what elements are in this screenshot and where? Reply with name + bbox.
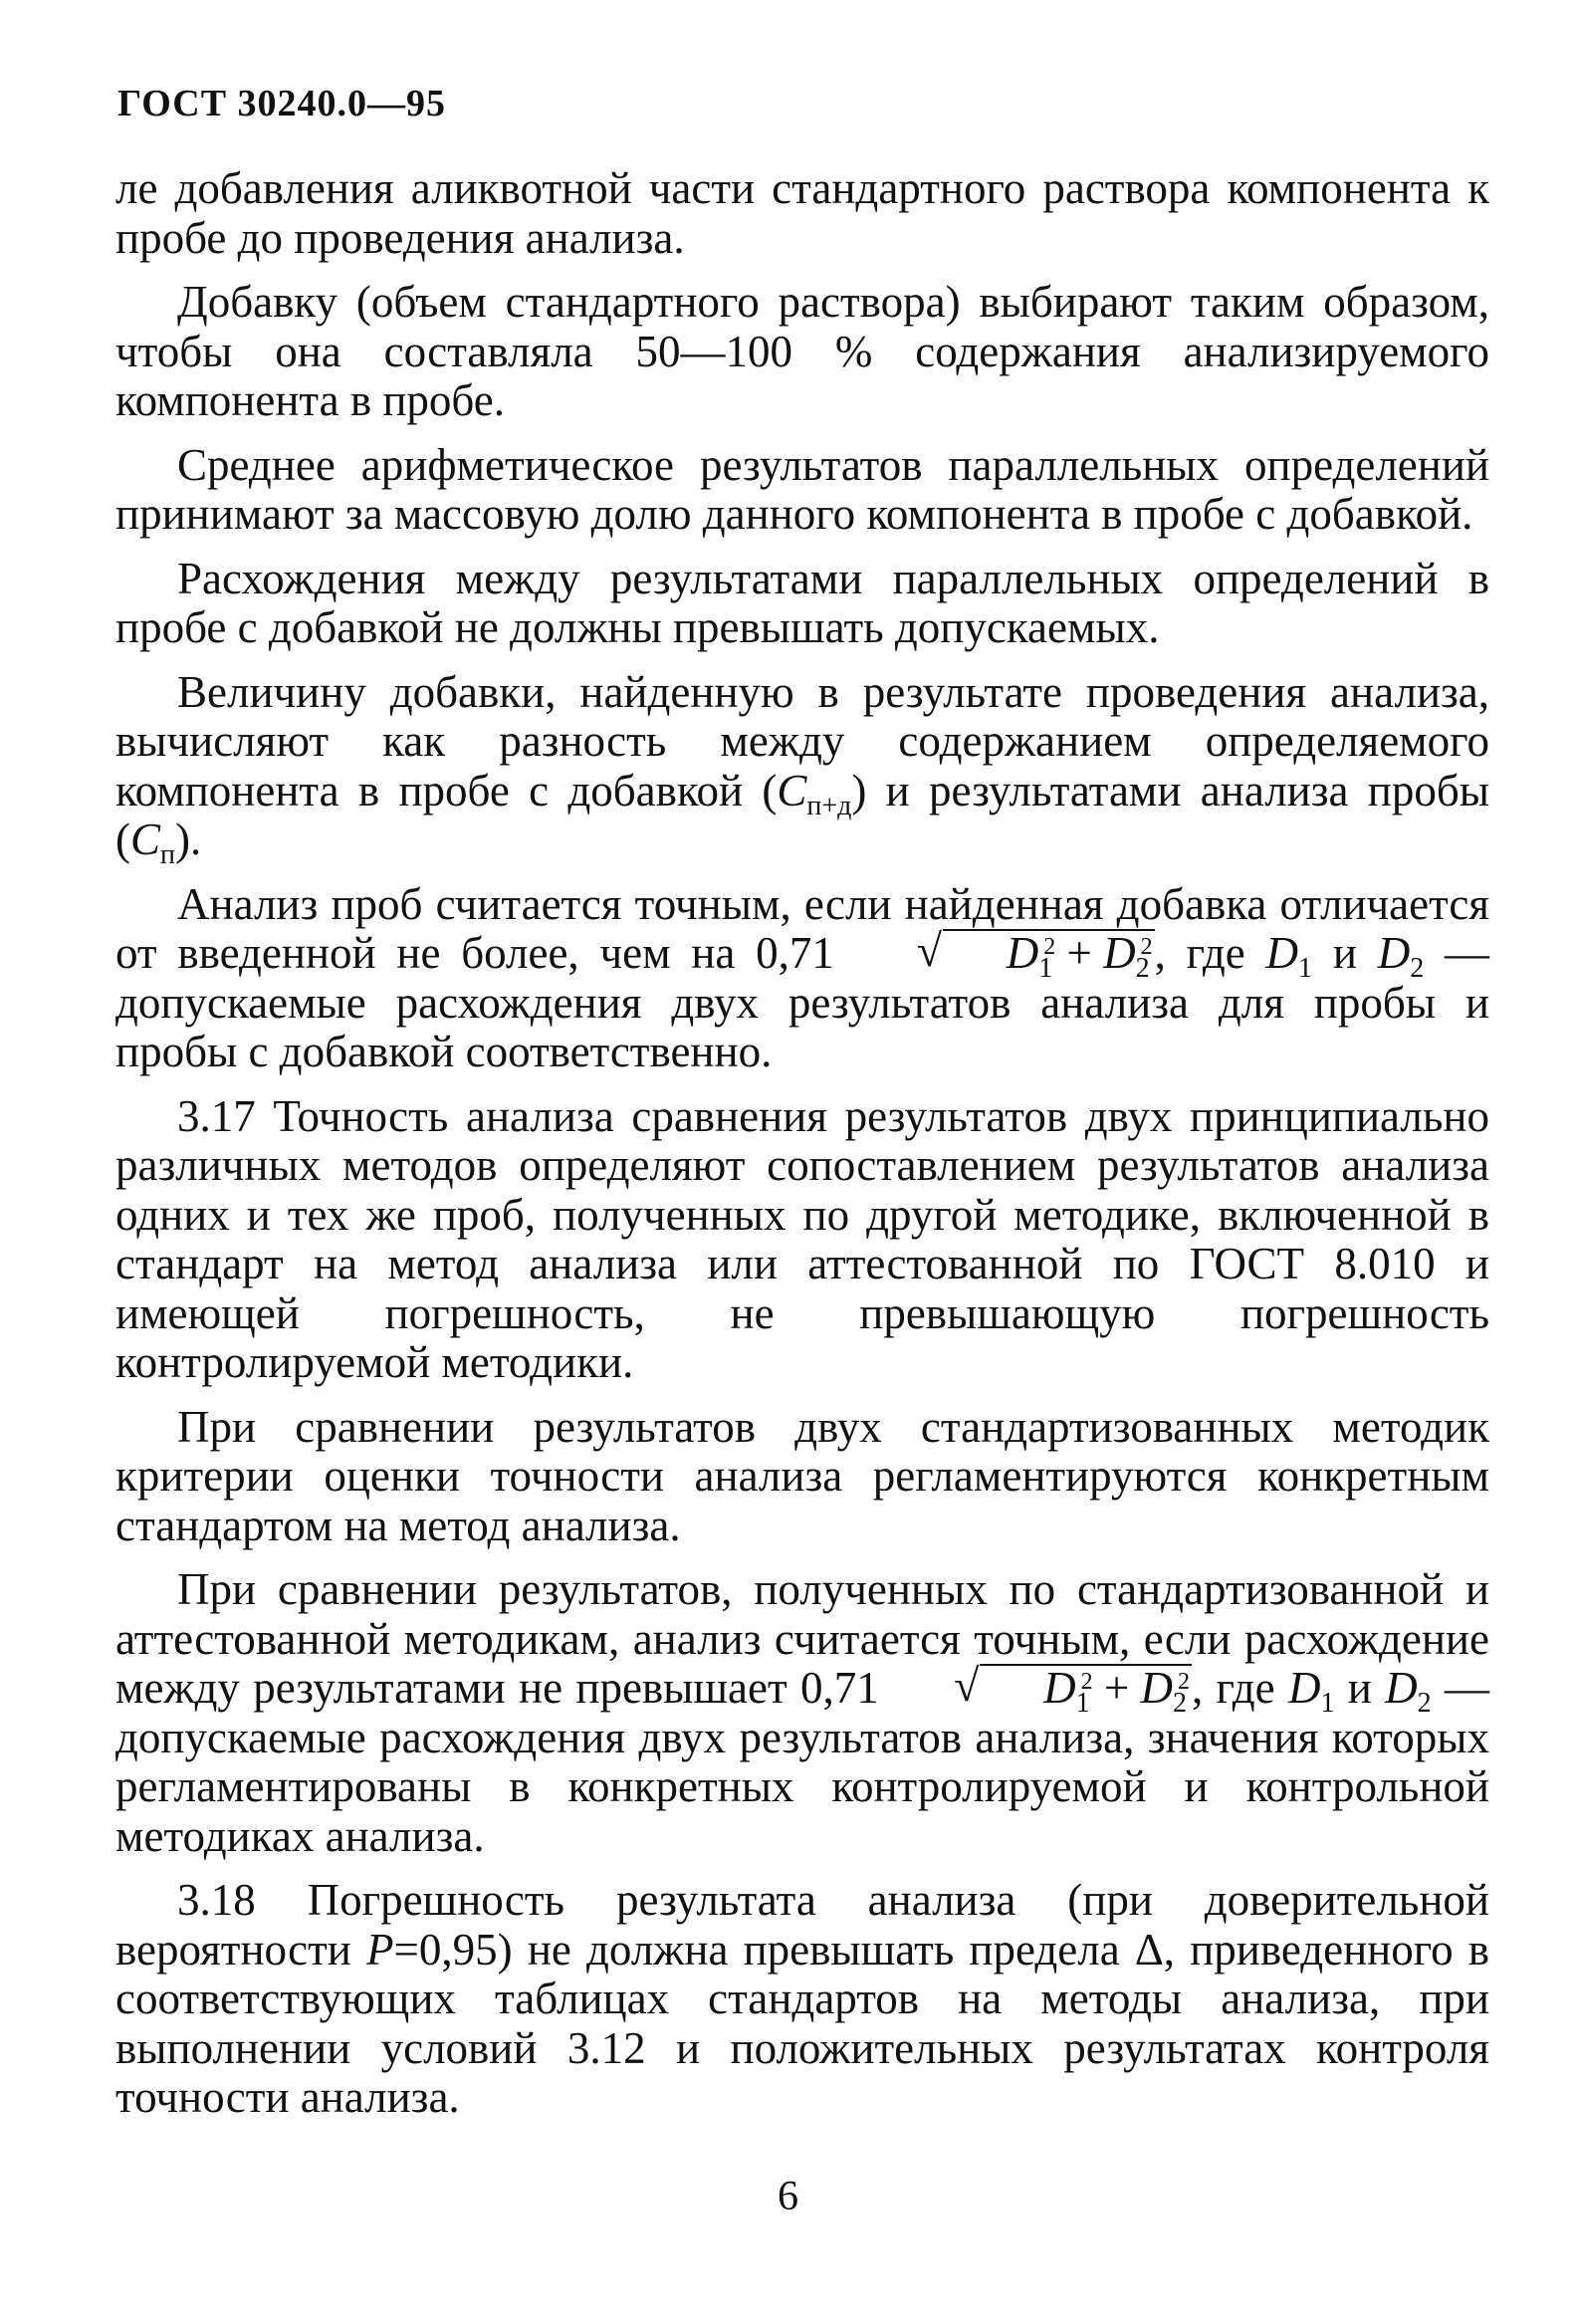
formula-d1-second: $D_1$: [1287, 1663, 1335, 1719]
paragraph-standardized-methods: При сравнении результатов двух стандартизованных методик критерии оценки точности анализа регламентируются конкретным стандартом на метод анализа.: [115, 1401, 1489, 1550]
formula-d1: $D_1$: [1265, 928, 1313, 984]
paragraph-arithmetic-mean: Среднее арифметическое результатов параллельных определений принимают за массовую долю данного компонента в пробе с добавкой.: [115, 439, 1489, 539]
page-number: 6: [778, 2174, 798, 2219]
formula-d2-second: $D_2$: [1385, 1663, 1432, 1719]
paragraph-addition-volume: Добавку (объем стандартного раствора) выбирают таким образом, чтобы она составляла 50—100 % содержания анализируемого компонента в пробе.: [115, 277, 1489, 425]
paragraph-discrepancies: Расхождения между результатами параллельных определений в пробе с добавкой не должны превышать допускаемых.: [115, 553, 1489, 652]
formula-sqrt-d1-d2-second: √ $D_1^2 + D_2^2$: [954, 1660, 1190, 1719]
page-header: ГОСТ 30240.0—95: [117, 83, 447, 124]
formula-c-p: $C_п$: [130, 814, 175, 870]
formula-p: P: [366, 1924, 394, 1975]
paragraph-certified-methods: При сравнении результатов, полученных по стандартизованной и аттестованной методикам, анализ считается точным, если расхождение между результатами не превышает 0,71 √ $D_1^2 + D_2^2$, где $D_1$ и $D_2$ — допускаемые расхождения двух результатов анализа, значения которых регламентированы в конкретных контролируемой и контрольной методиках анализа.: [115, 1564, 1489, 1861]
formula-d2: $D_2$: [1377, 928, 1425, 984]
paragraph-continuation: ле добавления аликвотной части стандартного раствора компонента к пробе до проведения анализа.: [115, 163, 1489, 263]
paragraph-section-3-18: 3.18 Погрешность результата анализа (при доверительной вероятности P=0,95) не должна превышать предела Δ, приведенного в соответствующих таблицах стандартов на методы анализа, при выполнении условий 3.12 и положительных результатах контроля точности анализа.: [115, 1875, 1489, 2122]
paragraph-addition-value: Величину добавки, найденную в результате проведения анализа, вычисляют как разность между содержанием определяемого компонента в пробе с добавкой $(C_{п+д})$ и результатами анализа пробы $(C_п)$.: [115, 666, 1489, 870]
formula-sqrt-d1-d2: √ $D_1^2 + D_2^2$: [916, 925, 1153, 984]
formula-c-pd: $C_{п+д}$: [777, 765, 852, 821]
paragraph-section-3-17: 3.17 Точность анализа сравнения результатов двух принципиально различных методов определяют сопоставлением результатов анализа одних и тех же проб, полученных по другой методике, включенной в стандарт на метод анализа или аттестованной по ГОСТ 8.010 и имеющей погрешность, не превышающую погрешность контролируемой методики.: [115, 1090, 1489, 1387]
document-body: [115, 164, 1489, 2138]
paragraph-accuracy-criterion: Анализ проб считается точным, если найденная добавка отличается от введенной не более, чем на 0,71 √ $D_1^2 + D_2^2$, где $D_1$ и $D_2$ — допускаемые расхождения двух результатов анализа для пробы и пробы с добавкой соответственно.: [115, 878, 1489, 1076]
